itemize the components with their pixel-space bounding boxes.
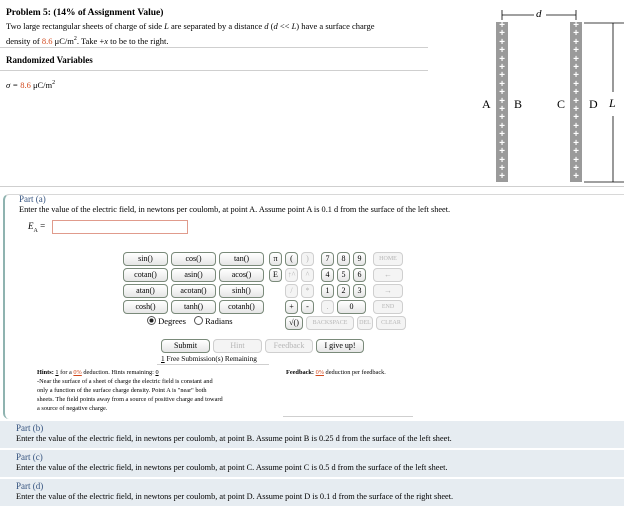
cotan-button[interactable]: cotan() xyxy=(123,268,168,282)
hints-block xyxy=(37,368,283,413)
part-c-prompt: Enter the value of the electric field, in newtons per coulomb, at point C. Assume point C is 0.5 d from the surface of the left sheet. xyxy=(16,463,448,472)
hint-text-1: -Near the surface of a sheet of charge the electric field is constant and xyxy=(37,378,213,385)
hints-divider xyxy=(283,416,413,417)
digit-1-button[interactable]: 1 xyxy=(321,284,334,298)
digit-9-button[interactable]: 9 xyxy=(353,252,366,266)
point-label-c: C xyxy=(557,97,566,111)
free-submissions: 1 Free Submission(s) Remaining xyxy=(161,354,257,363)
sigma-value-line: σ = 8.6 $\mu C/m^2$ xyxy=(6,80,56,90)
submit-button[interactable]: Submit xyxy=(161,339,210,353)
actions-divider xyxy=(157,364,269,365)
end-button[interactable]: END xyxy=(373,300,403,314)
right-sheet: + + + + + + + + + + + + + + + + + + + xyxy=(570,22,582,182)
cos-button[interactable]: cos() xyxy=(171,252,216,266)
digit-7-button[interactable]: 7 xyxy=(321,252,334,266)
part-d-prompt: Enter the value of the electric field, in newtons per coulomb, at point D. Assume point D is 0.1 d from the surface of the right sheet. xyxy=(16,492,454,501)
digit-6-button[interactable]: 6 xyxy=(353,268,366,282)
hint-text-2: only a function of the surface charge density. Point A is "near" both xyxy=(37,387,207,394)
part-a-title: Part (a) xyxy=(19,194,46,204)
home-button[interactable]: HOME xyxy=(373,252,403,266)
left-sheet: + + + + + + + + + + + + + + + + + + + xyxy=(496,22,508,182)
feedback-summary: Feedback: 0% deduction per feedback. xyxy=(286,369,386,376)
radio-unchecked-icon xyxy=(194,316,203,325)
del-button[interactable]: DEL xyxy=(357,316,373,330)
digit-4-button[interactable]: 4 xyxy=(321,268,334,282)
hints-summary: Hints: 1 for a 0% deduction. Hints remaining: 0 xyxy=(37,369,159,376)
e-button[interactable]: E xyxy=(269,268,282,282)
radio-checked-icon xyxy=(147,316,156,325)
power-button[interactable]: ^ xyxy=(301,268,314,282)
close-paren-button[interactable]: ) xyxy=(301,252,314,266)
statement-line-1: Two large rectangular sheets of charge of side L are separated by a distance d (d << L) have a surface charge xyxy=(6,21,375,31)
point-label-b: B xyxy=(514,97,523,111)
part-b-title: Part (b) xyxy=(16,423,44,433)
asin-button[interactable]: asin() xyxy=(171,268,216,282)
problem-title: Problem 5: (14% of Assignment Value) xyxy=(6,8,164,18)
randomized-heading: Randomized Variables xyxy=(6,55,93,65)
right-arrow-button[interactable]: → xyxy=(373,284,403,298)
digit-0-button[interactable]: 0 xyxy=(337,300,366,314)
acotan-button[interactable]: acotan() xyxy=(171,284,216,298)
open-paren-button[interactable]: ( xyxy=(285,252,298,266)
sheet-diagram xyxy=(470,0,624,190)
cotanh-button[interactable]: cotanh() xyxy=(219,300,264,314)
pi-button[interactable]: π xyxy=(269,252,282,266)
d-label: d xyxy=(536,8,542,20)
multiply-button[interactable]: * xyxy=(301,284,314,298)
sqrt-button[interactable]: √() xyxy=(285,316,303,330)
calculator-keypad xyxy=(120,250,410,332)
digit-8-button[interactable]: 8 xyxy=(337,252,350,266)
hint-text-4: a source of negative charge. xyxy=(37,405,108,412)
part-d-title: Part (d) xyxy=(16,481,44,491)
density-value: 8.6 xyxy=(41,35,53,46)
part-a-prompt: Enter the value of the electric field, in newtons per coulomb, at point A. Assume point A is 0.1 d from the surface of the left sheet. xyxy=(19,205,451,214)
digit-2-button[interactable]: 2 xyxy=(337,284,350,298)
tan-button[interactable]: tan() xyxy=(219,252,264,266)
minus-button[interactable]: - xyxy=(301,300,314,314)
acos-button[interactable]: acos() xyxy=(219,268,264,282)
digit-3-button[interactable]: 3 xyxy=(353,284,366,298)
answer-input[interactable] xyxy=(52,220,188,234)
sin-button[interactable]: sin() xyxy=(123,252,168,266)
radians-radio[interactable]: Radians xyxy=(194,316,233,326)
divider-2 xyxy=(0,70,428,71)
left-arrow-button[interactable]: ← xyxy=(373,268,403,282)
backspace-button[interactable]: BACKSPACE xyxy=(306,316,354,330)
statement-line-2: density of 8.6 $\mu C/m^2$. Take +x to be to the right. xyxy=(6,35,169,46)
feedback-button[interactable]: Feedback xyxy=(265,339,313,353)
part-c-title: Part (c) xyxy=(16,452,43,462)
clear-button[interactable]: CLEAR xyxy=(376,316,406,330)
tanh-button[interactable]: tanh() xyxy=(171,300,216,314)
problem-statement xyxy=(6,20,466,48)
hint-button[interactable]: Hint xyxy=(213,339,262,353)
atan-button[interactable]: atan() xyxy=(123,284,168,298)
give-up-button[interactable]: I give up! xyxy=(316,339,364,353)
caret-button[interactable]: ↑^ xyxy=(285,268,298,282)
diagram-lines xyxy=(470,0,624,190)
degrees-radio[interactable]: Degrees xyxy=(147,316,186,326)
divider-1 xyxy=(0,47,428,48)
point-label-d: D xyxy=(589,97,598,111)
hint-text-3: sheets. The field points away from a source of positive charge and toward xyxy=(37,396,223,403)
point-label-a: A xyxy=(482,97,491,111)
dot-button[interactable]: . xyxy=(321,300,334,314)
L-label: L xyxy=(609,96,616,110)
divide-button[interactable]: / xyxy=(285,284,298,298)
digit-5-button[interactable]: 5 xyxy=(337,268,350,282)
cosh-button[interactable]: cosh() xyxy=(123,300,168,314)
plus-button[interactable]: + xyxy=(285,300,298,314)
answer-label: $E_A$ = xyxy=(28,221,46,234)
sinh-button[interactable]: sinh() xyxy=(219,284,264,298)
part-b-prompt: Enter the value of the electric field, in newtons per coulomb, at point B. Assume point B is 0.25 d from the surface of the left sheet. xyxy=(16,434,452,443)
